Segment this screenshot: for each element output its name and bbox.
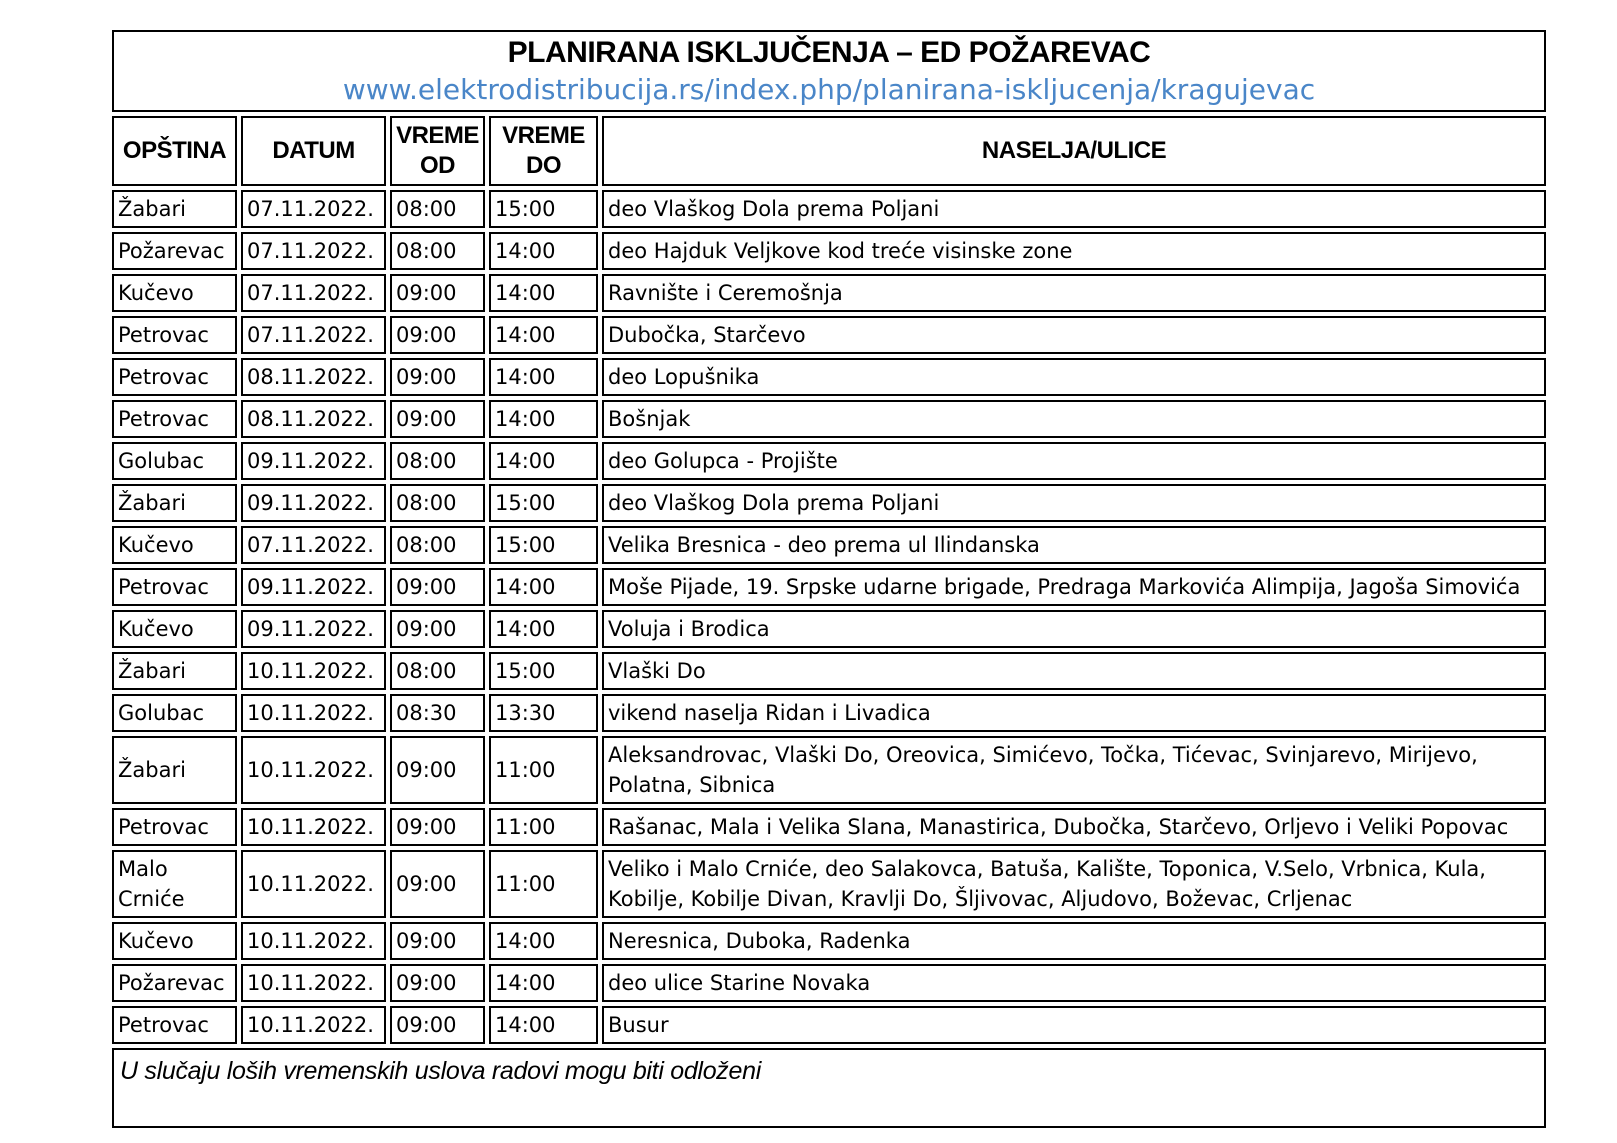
cell-datum: 07.11.2022.	[241, 274, 386, 312]
cell-datum: 10.11.2022.	[241, 1006, 386, 1044]
cell-opstina: Požarevac	[112, 232, 237, 270]
cell-vreme-do: 14:00	[489, 1006, 598, 1044]
cell-vreme-do: 14:00	[489, 316, 598, 354]
cell-vreme-do: 13:30	[489, 694, 598, 732]
cell-naselja: deo ulice Starine Novaka	[602, 964, 1546, 1002]
cell-naselja: deo Vlaškog Dola prema Poljani	[602, 484, 1546, 522]
cell-datum: 10.11.2022.	[241, 694, 386, 732]
table-row	[112, 610, 1546, 648]
cell-datum: 07.11.2022.	[241, 316, 386, 354]
cell-vreme-do: 15:00	[489, 484, 598, 522]
table-row	[112, 808, 1546, 846]
cell-opstina: Petrovac	[112, 316, 237, 354]
cell-vreme-od: 09:00	[390, 316, 485, 354]
cell-datum: 08.11.2022.	[241, 400, 386, 438]
table-row	[112, 526, 1546, 564]
cell-vreme-do: 15:00	[489, 526, 598, 564]
cell-vreme-do: 11:00	[489, 736, 598, 804]
cell-naselja: Bošnjak	[602, 400, 1546, 438]
cell-opstina: Petrovac	[112, 358, 237, 396]
cell-datum: 10.11.2022.	[241, 652, 386, 690]
cell-datum: 07.11.2022.	[241, 190, 386, 228]
cell-naselja: deo Hajduk Veljkove kod treće visinske zone	[602, 232, 1546, 270]
cell-vreme-do: 11:00	[489, 808, 598, 846]
cell-vreme-od: 09:00	[390, 850, 485, 918]
cell-opstina: Žabari	[112, 736, 237, 804]
table-row	[112, 568, 1546, 606]
cell-vreme-do: 14:00	[489, 922, 598, 960]
cell-vreme-do: 11:00	[489, 850, 598, 918]
cell-vreme-od: 09:00	[390, 964, 485, 1002]
cell-vreme-od: 09:00	[390, 922, 485, 960]
table-row	[112, 400, 1546, 438]
cell-naselja: Rašanac, Mala i Velika Slana, Manastirica, Dubočka, Starčevo, Orljevo i Veliki Popovac	[602, 808, 1546, 846]
cell-vreme-od: 09:00	[390, 1006, 485, 1044]
table-row	[112, 232, 1546, 270]
cell-naselja: deo Golupca - Projište	[602, 442, 1546, 480]
cell-opstina: Golubac	[112, 442, 237, 480]
cell-opstina: Petrovac	[112, 1006, 237, 1044]
cell-naselja: deo Vlaškog Dola prema Poljani	[602, 190, 1546, 228]
cell-vreme-do: 14:00	[489, 274, 598, 312]
note: U slučaju loših vremenskih uslova radovi mogu biti odloženi	[112, 1048, 1546, 1128]
cell-opstina: Kučevo	[112, 610, 237, 648]
cell-opstina: Golubac	[112, 694, 237, 732]
table-row	[112, 694, 1546, 732]
cell-vreme-do: 15:00	[489, 652, 598, 690]
cell-vreme-od: 09:00	[390, 358, 485, 396]
cell-datum: 09.11.2022.	[241, 610, 386, 648]
table-row	[112, 274, 1546, 312]
cell-datum: 08.11.2022.	[241, 358, 386, 396]
cell-datum: 10.11.2022.	[241, 922, 386, 960]
cell-opstina: Petrovac	[112, 808, 237, 846]
cell-vreme-od: 08:00	[390, 526, 485, 564]
cell-opstina: Petrovac	[112, 568, 237, 606]
cell-vreme-od: 09:00	[390, 274, 485, 312]
cell-naselja: deo Lopušnika	[602, 358, 1546, 396]
cell-vreme-do: 15:00	[489, 190, 598, 228]
cell-naselja: Vlaški Do	[602, 652, 1546, 690]
title-row	[112, 30, 1546, 112]
cell-datum: 10.11.2022.	[241, 736, 386, 804]
table-row	[112, 652, 1546, 690]
table-row	[112, 358, 1546, 396]
cell-datum: 10.11.2022.	[241, 808, 386, 846]
table-row	[112, 964, 1546, 1002]
cell-vreme-od: 08:00	[390, 190, 485, 228]
column-header-vreme-od: VREME OD	[390, 116, 485, 186]
table-row	[112, 850, 1546, 918]
cell-vreme-od: 08:30	[390, 694, 485, 732]
cell-datum: 09.11.2022.	[241, 442, 386, 480]
table-header-row	[112, 116, 1546, 186]
cell-vreme-do: 14:00	[489, 400, 598, 438]
cell-vreme-do: 14:00	[489, 232, 598, 270]
table-row	[112, 442, 1546, 480]
cell-vreme-od: 08:00	[390, 442, 485, 480]
note-row	[112, 1048, 1546, 1128]
cell-vreme-od: 08:00	[390, 484, 485, 522]
cell-naselja: Neresnica, Duboka, Radenka	[602, 922, 1546, 960]
cell-naselja: Velika Bresnica - deo prema ul Ilindanska	[602, 526, 1546, 564]
cell-datum: 09.11.2022.	[241, 568, 386, 606]
cell-vreme-do: 14:00	[489, 610, 598, 648]
cell-opstina: Kučevo	[112, 274, 237, 312]
cell-datum: 09.11.2022.	[241, 484, 386, 522]
source-link[interactable]: www.elektrodistribucija.rs/index.php/planirana-iskljucenja/kragujevac	[342, 73, 1316, 106]
column-header-vreme-do: VREME DO	[489, 116, 598, 186]
cell-vreme-od: 09:00	[390, 568, 485, 606]
cell-vreme-do: 14:00	[489, 442, 598, 480]
table-row	[112, 1006, 1546, 1044]
cell-vreme-od: 09:00	[390, 808, 485, 846]
column-header-naselja-ulice: NASELJA/ULICE	[602, 116, 1546, 186]
cell-vreme-od: 09:00	[390, 610, 485, 648]
cell-opstina: Žabari	[112, 190, 237, 228]
cell-vreme-od: 09:00	[390, 736, 485, 804]
cell-opstina: Žabari	[112, 652, 237, 690]
column-header-datum: DATUM	[241, 116, 386, 186]
cell-opstina: Malo Crniće	[112, 850, 237, 918]
cell-naselja: Aleksandrovac, Vlaški Do, Oreovica, Simićevo, Točka, Tićevac, Svinjarevo, Mirijevo, Polatna, Sibnica	[602, 736, 1546, 804]
cell-opstina: Žabari	[112, 484, 237, 522]
cell-naselja: vikend naselja Ridan i Livadica	[602, 694, 1546, 732]
cell-vreme-do: 14:00	[489, 568, 598, 606]
cell-opstina: Kučevo	[112, 922, 237, 960]
table-row	[112, 316, 1546, 354]
cell-naselja: Moše Pijade, 19. Srpske udarne brigade, Predraga Markovića Alimpija, Jagoša Simovića	[602, 568, 1546, 606]
cell-datum: 07.11.2022.	[241, 232, 386, 270]
cell-naselja: Busur	[602, 1006, 1546, 1044]
title-cell	[112, 30, 1546, 112]
cell-vreme-do: 14:00	[489, 964, 598, 1002]
cell-vreme-od: 08:00	[390, 652, 485, 690]
cell-vreme-od: 08:00	[390, 232, 485, 270]
cell-datum: 10.11.2022.	[241, 850, 386, 918]
cell-datum: 07.11.2022.	[241, 526, 386, 564]
cell-vreme-od: 09:00	[390, 400, 485, 438]
cell-naselja: Voluja i Brodica	[602, 610, 1546, 648]
cell-naselja: Dubočka, Starčevo	[602, 316, 1546, 354]
cell-opstina: Kučevo	[112, 526, 237, 564]
cell-vreme-do: 14:00	[489, 358, 598, 396]
cell-opstina: Petrovac	[112, 400, 237, 438]
table-row	[112, 190, 1546, 228]
page-title: PLANIRANA ISKLJUČENJA – ED POŽAREVAC	[507, 36, 1151, 69]
table-row	[112, 736, 1546, 804]
cell-naselja: Ravnište i Ceremošnja	[602, 274, 1546, 312]
cell-opstina: Požarevac	[112, 964, 237, 1002]
column-header-opstina: OPŠTINA	[112, 116, 237, 186]
table-row	[112, 922, 1546, 960]
table-row	[112, 484, 1546, 522]
cell-datum: 10.11.2022.	[241, 964, 386, 1002]
outage-table	[108, 26, 1550, 1132]
cell-naselja: Veliko i Malo Crniće, deo Salakovca, Batuša, Kalište, Toponica, V.Selo, Vrbnica, Kula, Kobilje, Kobilje Divan, Kravlji Do, Šljivovac, Aljudovo, Boževac, Crljenac	[602, 850, 1546, 918]
